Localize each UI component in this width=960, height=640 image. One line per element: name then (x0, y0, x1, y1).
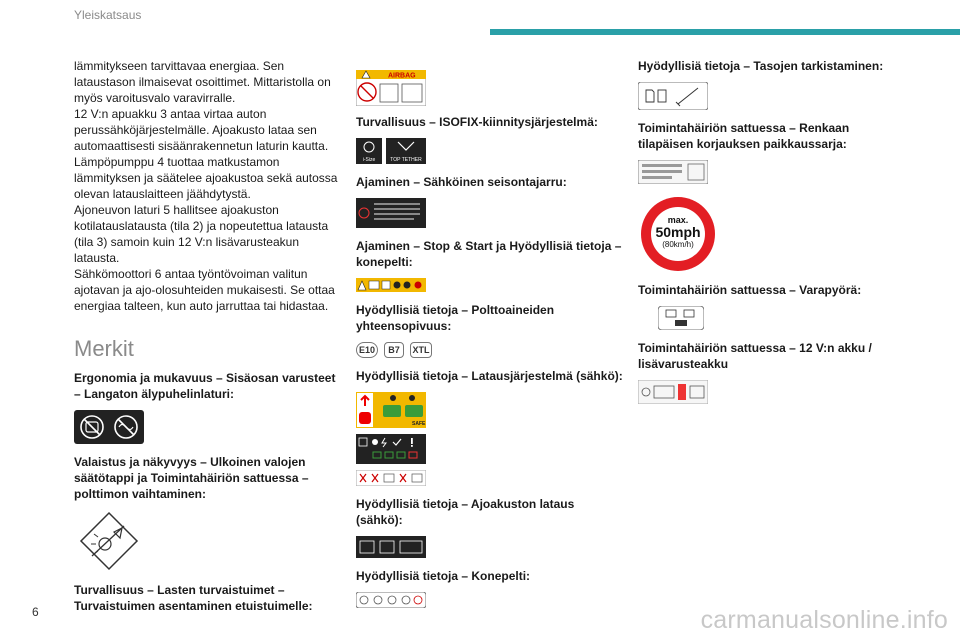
battery-charging-label (356, 536, 426, 558)
label-repair-kit: Toimintahäiriön sattuessa – Renkaan tilapäisen korjauksen paikkaussarja: (638, 121, 850, 151)
parking-brake-label (356, 198, 426, 228)
watermark: carmanualsonline.info (700, 606, 948, 634)
label-levels-check: Hyödyllisiä tietoja – Tasojen tarkistaminen: (638, 59, 884, 73)
svg-text:i-Size: i-Size (362, 157, 376, 163)
speed-sign-max: max. (667, 215, 689, 225)
label-fuel-compat: Hyödyllisiä tietoja – Polttoaineiden yhteensopivuus: (356, 303, 555, 333)
label-bonnet: Hyödyllisiä tietoja – Konepelti: (356, 569, 531, 583)
paragraph-battery-text: 12 V:n apuakku 3 antaa virtaa auton perussähköjärjestelmälle. Ajoakusto lataa sen automaattisesti sisäänrakennetun laturin kautta. (74, 107, 329, 153)
airbag-text: AIRBAG (388, 72, 416, 80)
airbag-warning-label (356, 70, 426, 106)
paragraph-energy: lämmitykseen tarvittavaa energiaa. Sen lataustason ilmaisevat osoittimet. Mittaristolla on myös varoitusvalo varavirralle. (74, 59, 331, 105)
label-charging-system: Hyödyllisiä tietoja – Latausjärjestelmä (sähkö): (356, 369, 623, 383)
charge-safe-text: SAFE (412, 421, 426, 427)
fuel-symbols (356, 342, 624, 358)
charging-warning-strip (356, 470, 426, 486)
paragraph-heatpump: Lämpöpumppu 4 tuottaa matkustamon lämmityksen ja säätelee ajoakustoa sekä autossa olevan latauslaitteen jäähdytystä. (74, 155, 338, 201)
label-headlamp: Valaistus ja näkyvyys – Ulkoinen valojen säätötappi ja Toimintahäiriön sattuessa – polttimon vaihtaminen: (74, 455, 309, 501)
top-tether-icon (386, 138, 426, 164)
isofix-labels (356, 138, 624, 164)
label-battery-charging: Hyödyllisiä tietoja – Ajoakuston lataus (sähkö): (356, 497, 575, 527)
fuel-xtl-symbol: XTL (410, 342, 432, 358)
column-2 (356, 70, 624, 618)
svg-text:TOP TETHER: TOP TETHER (390, 157, 422, 163)
page-number: 6 (32, 605, 39, 619)
levels-check-label (638, 82, 708, 110)
paragraph-motor: Sähkömoottori 6 antaa työntövoiman valitun ajotavan ja ajo-olosuhteiden mukaisesti. Se ottaa energiaa talteen, kun auto jarruttaa tai hidastaa. (74, 267, 335, 313)
label-wireless-charger: Ergonomia ja mukavuus – Sisäosan varusteet – Langaton älypuhelinlaturi: (74, 371, 336, 401)
header-title: Yleiskatsaus (74, 8, 142, 22)
fuel-b7-symbol: B7 (384, 342, 404, 358)
speed-sign-speed: 50mph (655, 224, 701, 240)
section-heading-merkit: Merkit (74, 336, 134, 361)
header-accent-bar (490, 29, 960, 35)
bonnet-label (356, 592, 426, 608)
label-12v-battery: Toimintahäiriön sattuessa – 12 V:n akku / lisävarusteakku (638, 341, 872, 371)
charging-system-label (356, 392, 426, 428)
paragraph-battery (74, 106, 340, 154)
paragraph-charger: Ajoneuvon laturi 5 hallitsee ajoakuston kotilatauslatausta (tila 2) ja nopeutettua latausta (tila 3) samoin kuin 12 V:n lisävarusteakun latausta. (74, 203, 329, 265)
speed-sign-kmh: (80km/h) (662, 240, 694, 249)
label-isofix: Turvallisuus – ISOFIX-kiinnitysjärjestelmä: (356, 115, 598, 129)
column-1 (74, 58, 340, 614)
charging-indicator-label (356, 434, 426, 464)
isize-icon (356, 138, 382, 164)
label-child-seat: Turvallisuus – Lasten turvaistuimet – Turvaistuimen asentaminen etuistuimelle: (74, 583, 313, 613)
column-3 (638, 58, 888, 414)
repair-kit-label (638, 160, 708, 184)
spare-wheel-label (658, 306, 704, 330)
label-spare-wheel: Toimintahäiriön sattuessa – Varapyörä: (638, 283, 862, 297)
fuel-e10-symbol: E10 (356, 342, 378, 358)
wireless-charger-warning-label (74, 410, 144, 444)
label-parking-brake: Ajaminen – Sähköinen seisontajarru: (356, 175, 567, 189)
stop-start-label (356, 278, 426, 292)
label-stop-start: Ajaminen – Stop & Start ja Hyödyllisiä tietoja – konepelti: (356, 239, 622, 269)
12v-battery-label (638, 380, 708, 404)
headlamp-bulb-label (78, 510, 140, 572)
speed-limit-sign (638, 194, 718, 274)
